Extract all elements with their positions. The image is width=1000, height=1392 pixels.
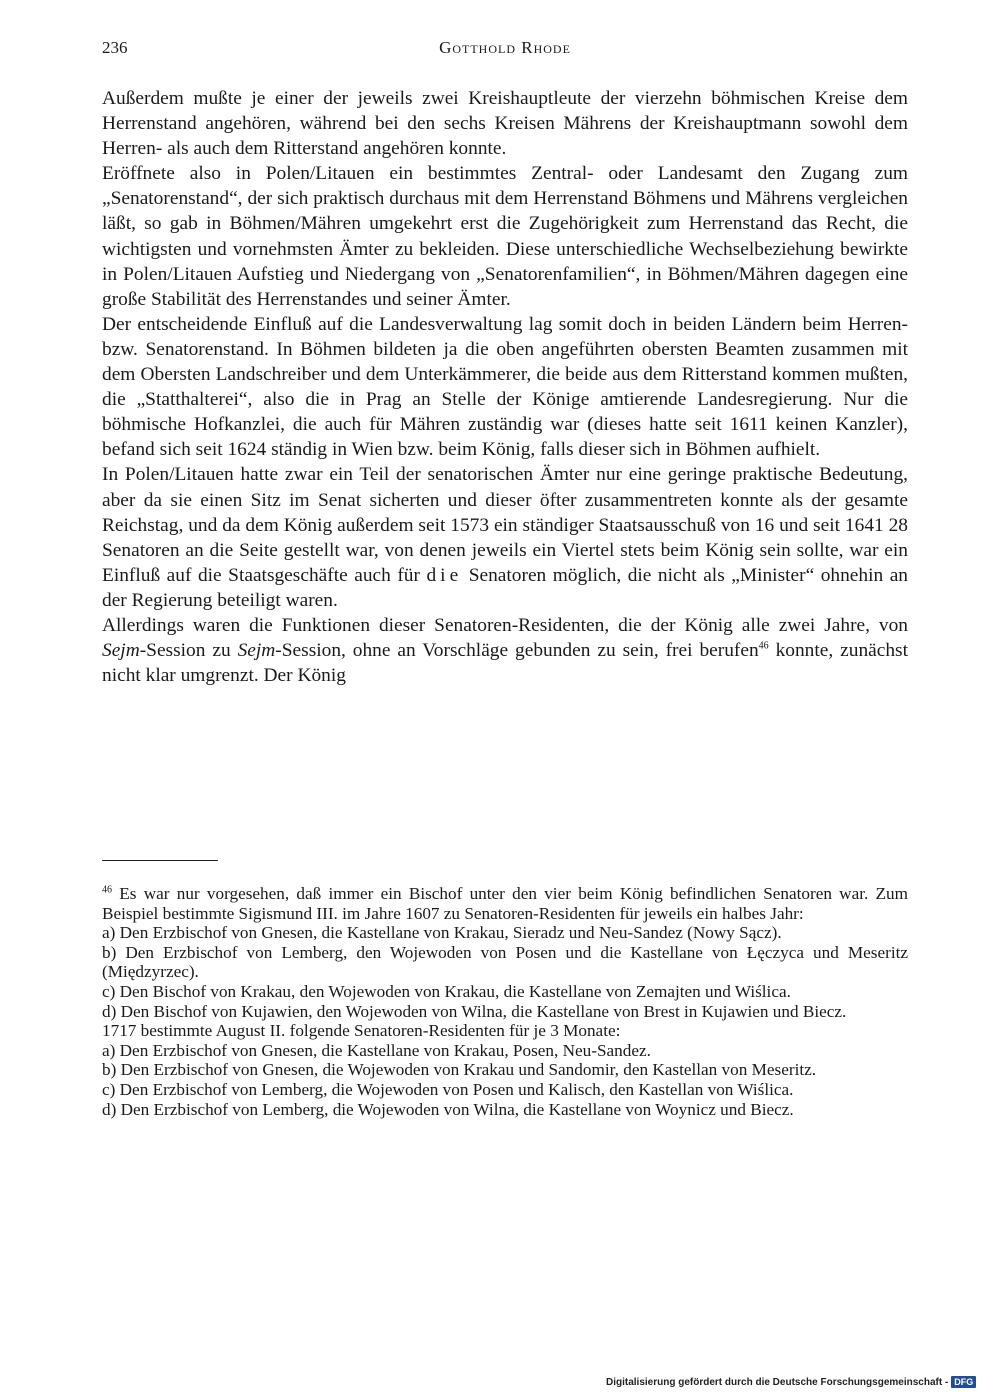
page-number: 236 [102, 38, 128, 57]
text-run: Allerdings waren die Funktionen dieser Senatoren-Residenten, die der König alle zwei Jahre, von [102, 614, 908, 636]
text-run: -Session zu [139, 640, 238, 662]
paragraph: Außerdem mußte je einer der jeweils zwei Kreishauptleute der vierzehn böhmischen Kreise dem Herrenstand angehören, während bei den sechs Kreisen Mährens der Kreishauptmann sowohl dem Herren- als auch dem Ritterstand angehören konnte. [102, 88, 908, 160]
funding-footer [606, 1374, 976, 1390]
text-run: -Session, ohne an Vorschläge gebunden zu sein, frei berufen [275, 640, 759, 662]
paragraph: Der entscheidende Einfluß auf die Landesverwaltung lag somit doch in beiden Ländern beim Herren- bzw. Senatorenstand. In Böhmen bildeten ja die oben angeführten obersten Beamten zusammen mit dem Obersten Landschreiber und dem Unterkämmerer, die beide aus dem Ritterstand kommen mußten, die „Statthalterei“, also die in Prag an Stelle der Könige amtierende Landesregierung. Nur die böhmische Hofkanzlei, die auch für Mähren zuständig war (dieses hatte seit 1611 keinen Kanzler), befand sich seit 1624 ständig in Wien bzw. beim König, falls dieser sich in Böhmen aufhielt. [102, 313, 908, 461]
footnote-text [102, 884, 908, 923]
text-run: Senatoren möglich, die nicht als „Minister“ ohnehin an der Regierung beteiligt waren. [102, 564, 908, 611]
footnote-marker: 46 [102, 884, 112, 896]
footnote-item: c) Den Erzbischof von Lemberg, die Wojewoden von Posen und Kalisch, den Kastellan von Wiślica. [102, 1079, 794, 1099]
footnote-intro: Es war nur vorgesehen, daß immer ein Bischof unter den vier beim König befindlichen Senatoren war. Zum Beispiel bestimmte Sigismund III. im Jahre 1607 zu Senatoren-Residenten für jeweils ein halbes Jahr: [102, 884, 909, 923]
dfg-logo-icon: DFG [951, 1376, 976, 1388]
footnote-item: c) Den Bischof von Krakau, den Wojewoden von Krakau, die Kastellane von Zemajten und Wiślica. [102, 981, 791, 1001]
footnote-text: 1717 bestimmte August II. folgende Senatoren-Residenten für je 3 Monate: [102, 1021, 621, 1041]
footnotes [102, 884, 908, 1119]
spaced-emphasis: die [426, 564, 463, 586]
footnote-divider [102, 860, 218, 861]
footnote-item: d) Den Erzbischof von Lemberg, die Wojewoden von Wilna, die Kastellane von Woynicz und Biecz. [102, 1099, 794, 1119]
paragraph [102, 462, 908, 613]
footnote-item: b) Den Erzbischof von Gnesen, die Wojewoden von Krakau und Sandomir, den Kastellan von Meseritz. [102, 1060, 817, 1080]
footnote-item: d) Den Bischof von Kujawien, den Wojewoden von Wilna, die Kastellane von Brest in Kujawien und Biecz. [102, 1001, 847, 1021]
body-text [102, 86, 908, 688]
footnote-ref[interactable]: 46 [758, 640, 769, 652]
footnote-item: a) Den Erzbischof von Gnesen, die Kastellane von Krakau, Sieradz und Neu-Sandez (Nowy Sącz). [102, 923, 782, 943]
footnote-item: b) Den Erzbischof von Lemberg, den Wojewoden von Posen und die Kastellane von Łęczyca und Meseritz (Międzyrzec). [102, 942, 908, 982]
text-run: In Polen/Litauen hatte zwar ein Teil der senatorischen Ämter nur eine geringe praktische Bedeutung, aber da sie einen Sitz im Senat sicherten und dieser öfter zusammentreten konnte als der gesamte Reichstag, und da dem König außerdem seit 1573 ein ständiger Staatsausschuß von 16 und seit 1641 28 Senatoren an die Seite gestellt war, von denen jeweils ein Viertel stets beim König sein sollte, war ein Einfluß auf die Staatsgeschäfte auch für [102, 464, 908, 586]
paragraph: Eröffnete also in Polen/Litauen ein bestimmtes Zentral- oder Landesamt den Zugang zum „Senatorenstand“, der sich praktisch durchaus mit dem Herrenstand Böhmens und Mährens vergleichen läßt, so gab in Böhmen/Mähren umgekehrt erst die Zugehörigkeit zum Herrenstand das Recht, die wichtigsten und vornehmsten Ämter zu bekleiden. Diese unterschiedliche Wechselbeziehung bewirkte in Polen/Litauen Aufstieg und Niedergang von „Senatorenfamilien“, in Böhmen/Mähren dagegen eine große Stabilität des Herrenstandes und seiner Ämter. [102, 163, 908, 310]
footnote-item: a) Den Erzbischof von Gnesen, die Kastellane von Krakau, Posen, Neu-Sandez. [102, 1040, 651, 1060]
italic-term: Sejm [237, 640, 276, 662]
running-head: Gotthold Rhode [439, 38, 571, 57]
funding-note: Digitalisierung gefördert durch die Deutsche Forschungsgemeinschaft - [606, 1376, 949, 1388]
page-header [102, 38, 908, 62]
text-run: konnte, zunächst nicht klar umgrenzt. Der König [102, 640, 908, 687]
italic-term: Sejm [102, 640, 140, 662]
paragraph [102, 613, 908, 688]
